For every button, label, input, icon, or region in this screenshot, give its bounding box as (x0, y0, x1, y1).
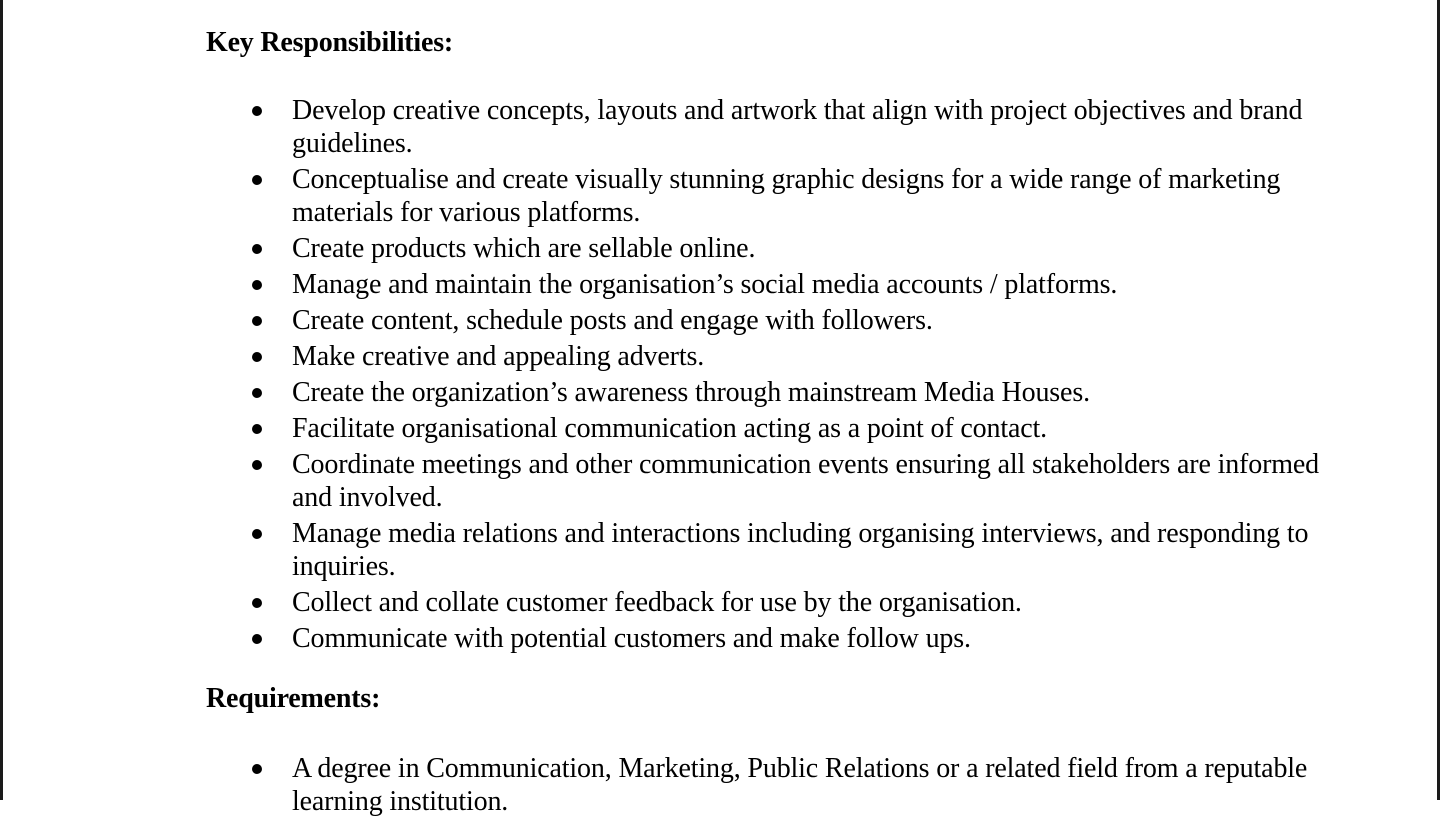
list-item: Create the organization’s awareness through mainstream Media Houses. (0, 376, 1332, 409)
bullet-icon (252, 280, 262, 290)
key-responsibilities-heading: Key Responsibilities: (206, 27, 454, 58)
list-item: Create content, schedule posts and engage with followers. (0, 304, 1332, 337)
list-item: Facilitate organisational communication acting as a point of contact. (0, 412, 1332, 445)
bullet-icon (252, 244, 262, 254)
requirements-heading: Requirements: (206, 683, 381, 714)
bullet-icon (252, 388, 262, 398)
bullet-icon (252, 316, 262, 326)
list-item: Collect and collate customer feedback for use by the organisation. (0, 586, 1332, 619)
bullet-icon (252, 634, 262, 644)
bullet-icon (252, 598, 262, 608)
list-item: Manage and maintain the organisation’s social media accounts / platforms. (0, 268, 1332, 301)
bullet-icon (252, 529, 262, 539)
bullet-icon (252, 352, 262, 362)
bullet-icon (252, 460, 262, 470)
bullet-icon (252, 764, 262, 774)
bullet-icon (252, 175, 262, 185)
list-item: Manage media relations and interactions including organising interviews, and responding to inquiries. (0, 517, 1332, 583)
list-item: Develop creative concepts, layouts and artwork that align with project objectives and brand guidelines. (0, 94, 1332, 160)
list-item: Coordinate meetings and other communication events ensuring all stakeholders are informed and involved. (0, 448, 1332, 514)
list-item: A degree in Communication, Marketing, Public Relations or a related field from a reputable learning institution. (0, 752, 1332, 818)
bullet-icon (252, 424, 262, 434)
key-responsibilities-list (0, 94, 1332, 658)
requirements-list (0, 752, 1332, 821)
list-item: Conceptualise and create visually stunning graphic designs for a wide range of marketing materials for various platforms. (0, 163, 1332, 229)
list-item: Create products which are sellable online. (0, 232, 1332, 265)
list-item: Make creative and appealing adverts. (0, 340, 1332, 373)
bullet-icon (252, 106, 262, 116)
list-item: Communicate with potential customers and make follow ups. (0, 622, 1332, 655)
